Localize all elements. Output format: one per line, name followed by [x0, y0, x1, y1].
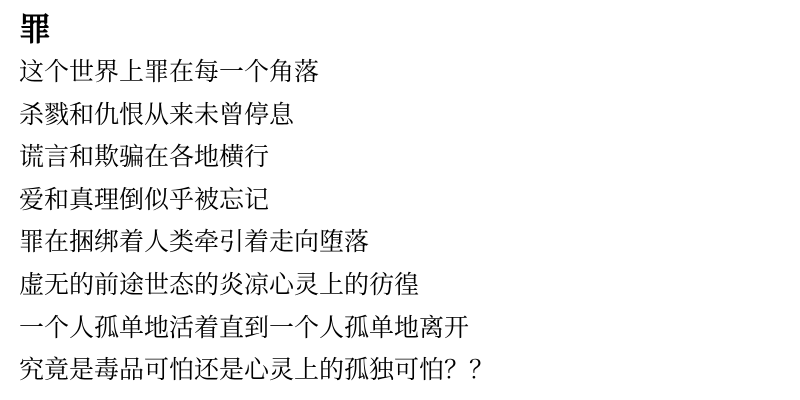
lyric-line-3: 谎言和欺骗在各地横行: [19, 143, 270, 172]
lyric-line-4: 爱和真理倒似乎被忘记: [19, 185, 270, 214]
lyric-line-5: 罪在捆绑着人类牵引着走向堕落: [19, 228, 370, 257]
lyric-line-8: 究竟是毒品可怕还是心灵上的孤独可怕？？: [19, 356, 495, 385]
lyric-line-1: 这个世界上罪在每一个角落: [19, 58, 320, 86]
lyric-line-7: 一个人孤单地活着直到一个人孤单地离开: [19, 313, 470, 342]
page-title: 罪: [19, 11, 52, 47]
lyric-line-2: 杀戮和仇恨从来未曾停息: [19, 100, 295, 129]
lyric-line-6: 虚无的前途世态的炎凉心灵上的彷徨: [19, 270, 420, 299]
lyrics-body: [19, 51, 790, 392]
